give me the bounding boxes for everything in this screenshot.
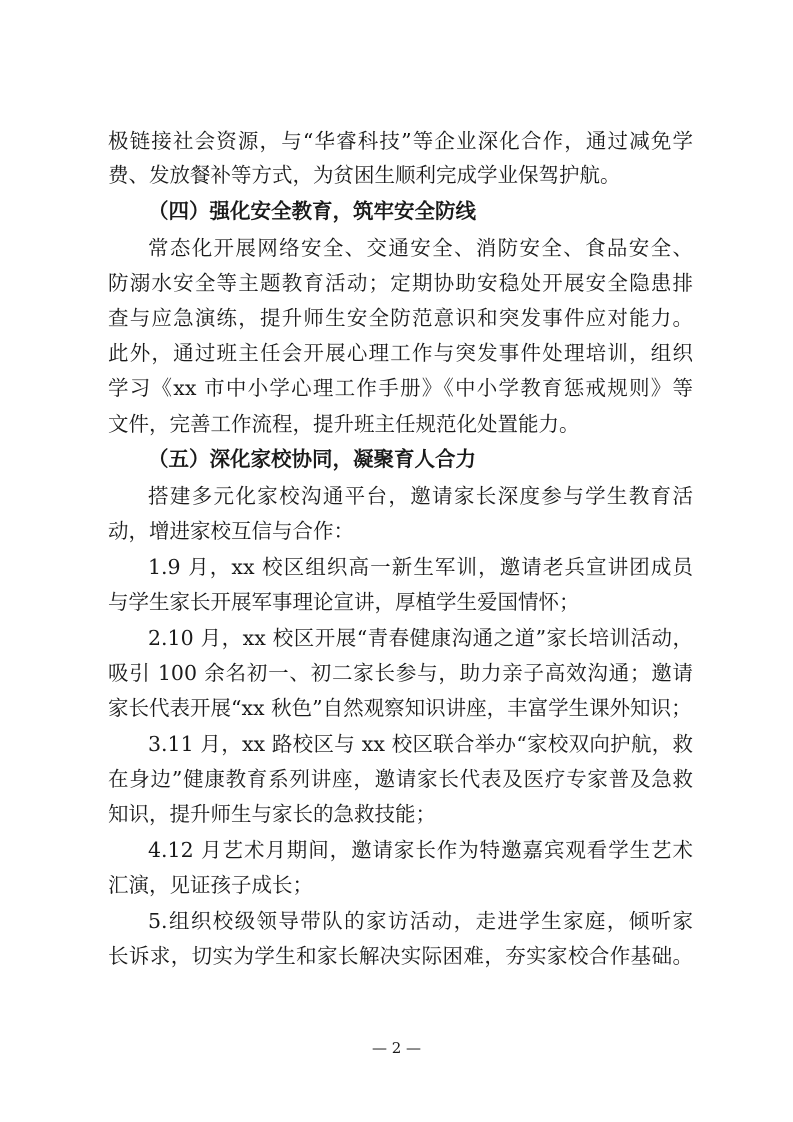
paragraph-line: 动，增进家校互信与合作：	[108, 519, 354, 543]
list-item-line: 5.组织校级领导带队的家访活动，走进学生家庭，倾听家	[148, 909, 693, 933]
list-item-line: 4.12 月艺术月期间，邀请家长作为特邀嘉宾观看学生艺术	[148, 838, 693, 862]
list-item-line: 在身边”健康教育系列讲座，邀请家长代表及医疗专家普及急救	[108, 767, 693, 791]
paragraph-line: 文件，完善工作流程，提升班主任规范化处置能力。	[108, 412, 580, 436]
list-item-line: 家长代表开展“xx 秋色”自然观察知识讲座，丰富学生课外知识；	[108, 696, 692, 720]
section-heading-4: （四）强化安全教育，筑牢安全防线	[148, 199, 476, 223]
list-item-line: 汇演，见证孩子成长；	[108, 873, 313, 897]
paragraph-line: 极链接社会资源，与“华睿科技”等企业深化合作，通过减免学	[108, 129, 693, 153]
section-heading-5: （五）深化家校协同，凝聚育人合力	[148, 447, 476, 471]
paragraph-line: 查与应急演练，提升师生安全防范意识和突发事件应对能力。	[108, 306, 693, 330]
paragraph-line: 常态化开展网络安全、交通安全、消防安全、食品安全、	[148, 236, 693, 260]
list-item-line: 长诉求，切实为学生和家长解决实际困难，夯实家校合作基础。	[108, 944, 693, 968]
list-item-line: 与学生家长开展军事理论宣讲，厚植学生爱国情怀；	[108, 590, 580, 614]
paragraph-line: 费、发放餐补等方式，为贫困生顺利完成学业保驾护航。	[108, 163, 621, 187]
list-item-line: 3.11 月，xx 路校区与 xx 校区联合举办“家校双向护航，救	[148, 732, 693, 756]
paragraph-line: 此外，通过班主任会开展心理工作与突发事件处理培训，组织	[108, 341, 693, 365]
page-number: — 2 —	[371, 1039, 422, 1057]
paragraph-line: 防溺水安全等主题教育活动；定期协助安稳处开展安全隐患排	[108, 271, 693, 295]
list-item-line: 吸引 100 余名初一、初二家长参与，助力亲子高效沟通；邀请	[108, 661, 693, 685]
list-item-line: 1.9 月，xx 校区组织高一新生军训，邀请老兵宣讲团成员	[148, 555, 693, 579]
list-item-line: 知识，提升师生与家长的急救技能；	[108, 802, 436, 826]
list-item-line: 2.10 月，xx 校区开展“青春健康沟通之道”家长培训活动，	[148, 626, 693, 650]
paragraph-line: 搭建多元化家校沟通平台，邀请家长深度参与学生教育活	[148, 484, 693, 508]
paragraph-line: 学习《xx 市中小学心理工作手册》《中小学教育惩戒规则》等	[108, 376, 693, 400]
